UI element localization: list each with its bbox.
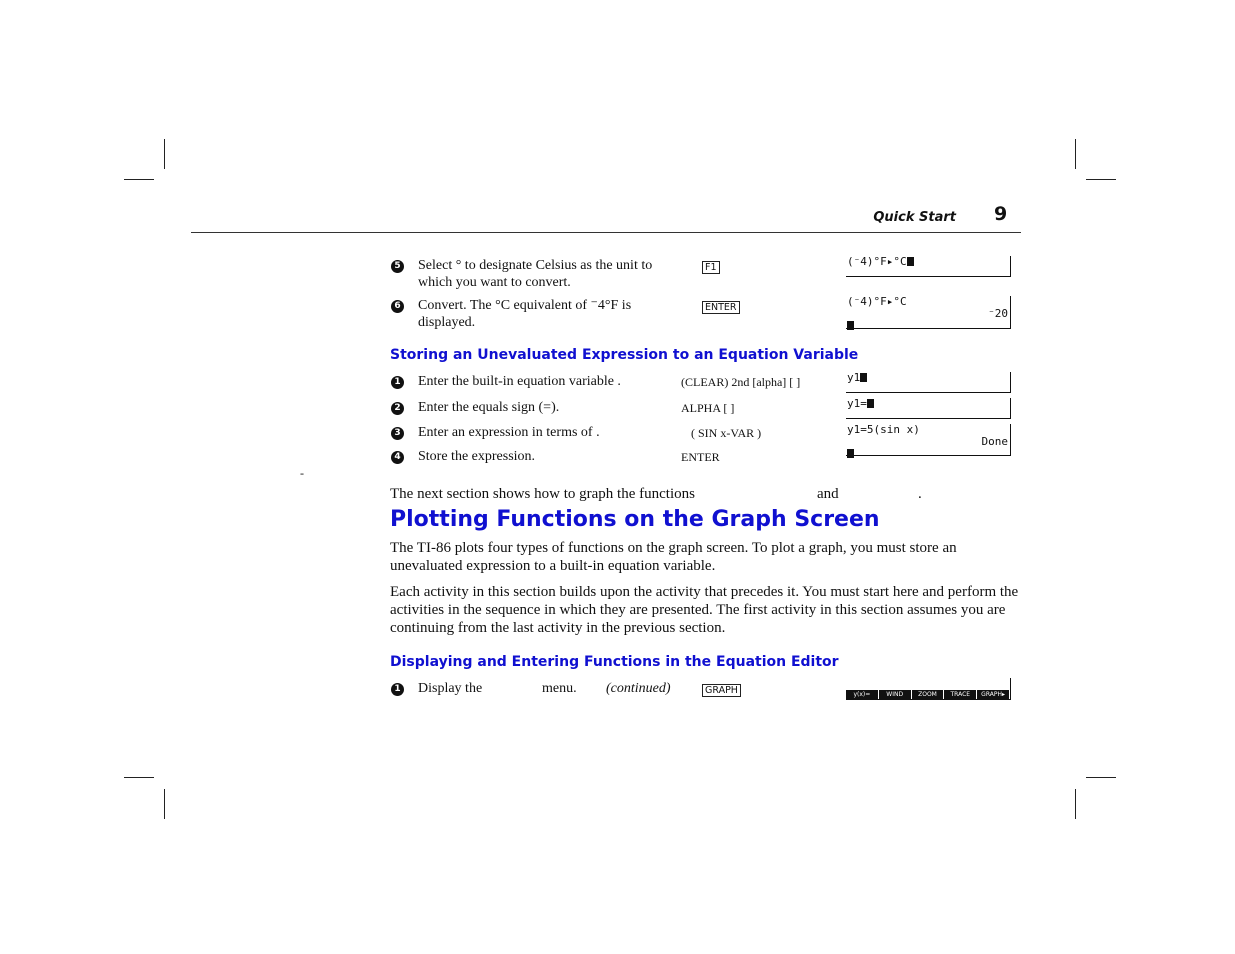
step-text: menu. (542, 681, 577, 696)
header-rule (191, 232, 1021, 233)
screen-line: (⁻4)°F▸°C (847, 255, 907, 268)
step-number: 5 (391, 260, 404, 273)
margin-mark: - (300, 466, 304, 480)
calculator-screen (846, 372, 1011, 393)
crop-mark (1075, 139, 1076, 169)
screen-line: (⁻4)°F▸°C (847, 295, 907, 308)
cursor-icon (907, 257, 914, 266)
continued-note: (continued) (606, 681, 671, 696)
body-text: The next section shows how to graph the functions (390, 486, 695, 502)
step-number: 1 (391, 376, 404, 389)
cursor-icon (847, 321, 854, 330)
body-paragraph: The TI-86 plots four types of functions on the graph screen. To plot a graph, you must store an unevaluated expression to a built-in equation variable. (390, 540, 957, 574)
cursor-icon (847, 449, 854, 458)
body-paragraph: Each activity in this section builds upon the activity that precedes it. You must start here and perform the activities in the sequence in which they are presented. The first activity in this section assumes you are continuing from the last activity in the previous section. (390, 584, 1019, 636)
crop-mark (1086, 179, 1116, 180)
step-number: 2 (391, 402, 404, 415)
screen-line: y1= (847, 397, 867, 410)
running-header-section: Quick Start (873, 210, 956, 225)
screen-result: ⁻20 (988, 307, 1008, 320)
menu-item-wind: WIND (879, 690, 911, 699)
menu-item-yx: y(x)= (846, 690, 878, 699)
body-text: . (918, 486, 922, 502)
step-text: Enter the equals sign (=). (418, 400, 560, 415)
calculator-screen (846, 256, 1011, 277)
cursor-icon (860, 373, 867, 382)
screen-edge (1010, 678, 1011, 690)
calculator-screen (846, 424, 1011, 456)
keystroke: ENTER (681, 450, 720, 464)
screen-result: Done (981, 435, 1008, 448)
step-text: Display the (418, 681, 483, 696)
crop-mark (1086, 777, 1116, 778)
key-graph: GRAPH (702, 684, 741, 697)
step-text: Enter an expression in terms of . (418, 425, 600, 440)
crop-mark (164, 789, 165, 819)
step-number: 4 (391, 451, 404, 464)
step-text: Enter the built-in equation variable . (418, 374, 621, 389)
step-text: Store the expression. (418, 449, 536, 464)
menu-item-graph: GRAPH▸ (977, 690, 1009, 699)
key-f1: F1 (702, 261, 720, 274)
step-text: Convert. The °C equivalent of ⁻4°F is displayed. (418, 298, 632, 330)
subsection-title: Storing an Unevaluated Expression to an Equation Variable (390, 347, 859, 363)
calculator-screen (846, 296, 1011, 329)
crop-mark (164, 139, 165, 169)
keystroke (702, 259, 723, 274)
crop-mark (124, 179, 154, 180)
keystroke (702, 299, 743, 314)
crop-mark (124, 777, 154, 778)
subsection-title: Displaying and Entering Functions in the Equation Editor (390, 654, 839, 670)
keystroke: (CLEAR) 2nd [alpha] [ ] (681, 375, 801, 389)
section-title: Plotting Functions on the Graph Screen (390, 507, 880, 532)
menu-item-zoom: ZOOM (912, 690, 944, 699)
step-text: Select ° to designate Celsius as the unit to which you want to convert. (418, 258, 653, 290)
keystroke: ALPHA [ ] (681, 401, 735, 415)
keystroke (702, 682, 744, 697)
graph-menu-bar (846, 690, 1011, 700)
step-number: 1 (391, 683, 404, 696)
step-number: 3 (391, 427, 404, 440)
step-number: 6 (391, 300, 404, 313)
body-text: and (817, 486, 839, 502)
page-number: 9 (994, 203, 1008, 225)
crop-mark (1075, 789, 1076, 819)
calculator-screen (846, 398, 1011, 419)
screen-line: y1 (847, 371, 861, 384)
key-enter: ENTER (702, 301, 740, 314)
cursor-icon (867, 399, 874, 408)
menu-item-trace: TRACE (944, 690, 976, 699)
screen-line: y1=5(sin x) (847, 423, 920, 436)
keystroke: ( SIN x-VAR ) (691, 426, 762, 440)
